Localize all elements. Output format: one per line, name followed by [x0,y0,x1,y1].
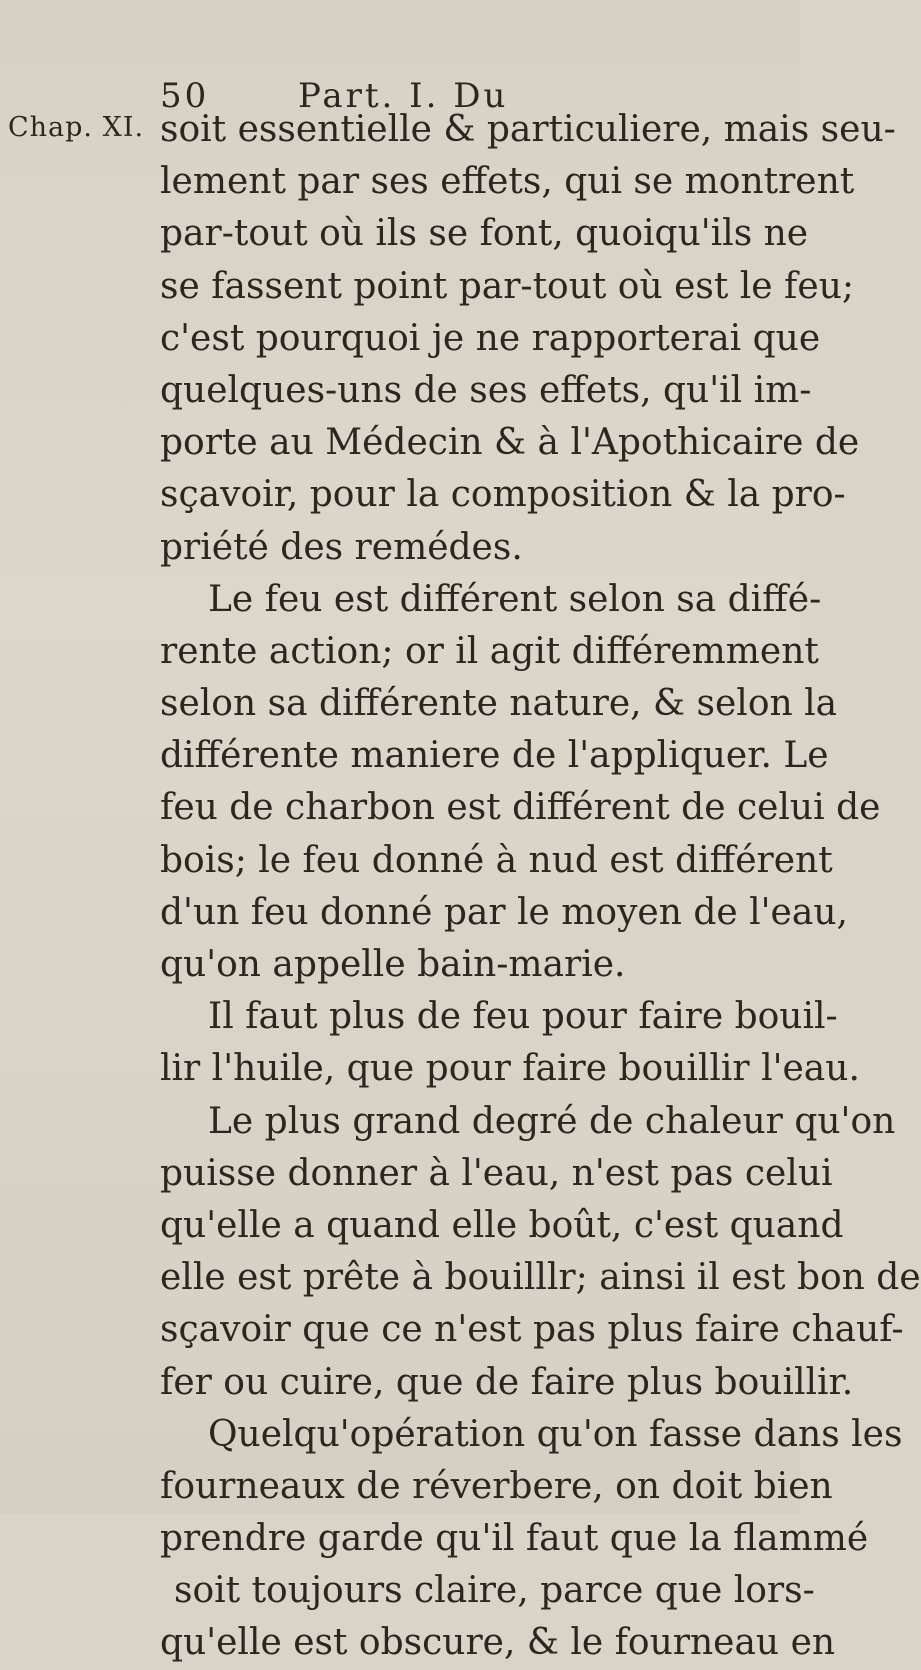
text-line: soit essentielle & particuliere, mais seu- [160,109,896,150]
text-line: puisse donner à l'eau, n'est pas celui [160,1152,833,1194]
paragraph-start-line: Le plus grand degré de chaleur qu'on [208,1100,896,1142]
chapter-margin-note: Chap. XI. [8,112,145,143]
text-line: elle est prête à bouilllr; ainsi il est bon de [160,1257,921,1299]
text-line: par-tout où ils se font, quoiqu'ils ne [160,213,809,255]
text-line: soit toujours claire, parce que lors- [174,1570,815,1612]
paragraph-start-line: Il faut plus de feu pour faire bouil- [208,996,838,1038]
running-title: Part. I. Du [298,76,509,116]
text-line: bois; le feu donné à nud est différent [160,839,833,881]
text-line: porte au Médecin & à l'Apothicaire de [160,422,860,464]
text-line: sçavoir, pour la composition & la pro- [160,474,846,516]
text-line: différente maniere de l'appliquer. Le [160,735,829,777]
page-number: 50 [160,76,210,116]
text-line: qu'elle est obscure, & le fourneau en [160,1622,836,1664]
text-line: lir l'huile, que pour faire bouillir l'eau. [160,1048,860,1090]
text-line: d'un feu donné par le moyen de l'eau, [160,891,848,933]
text-line: sçavoir que ce n'est pas plus faire chauf- [160,1309,904,1351]
text-line: qu'on appelle bain-marie. [160,944,626,985]
text-line: se fassent point par-tout où est le feu; [160,265,855,307]
text-line: priété des remédes. [160,526,523,568]
text-line: selon sa différente nature, & selon la [160,683,838,725]
text-line: c'est pourquoi je ne rapporterai que [160,317,821,359]
text-line: rente action; or il agit différemment [160,630,819,672]
text-line: quelques-uns de ses effets, qu'il im- [160,369,812,411]
text-line: prendre garde qu'il faut que la flammé [160,1518,869,1560]
text-line: fer ou cuire, que de faire plus bouillir. [160,1361,854,1403]
paragraph-start-line: Quelqu'opération qu'on fasse dans les [208,1413,903,1455]
paragraph-start-line: Le feu est différent selon sa diffé- [208,578,822,620]
text-line: lement par ses effets, qui se montrent [160,161,855,203]
text-line: feu de charbon est différent de celui de [160,787,881,829]
body-text [160,104,921,1670]
text-line: fourneaux de réverbere, on doit bien [160,1465,833,1507]
text-line: qu'elle a quand elle boût, c'est quand [160,1204,844,1246]
